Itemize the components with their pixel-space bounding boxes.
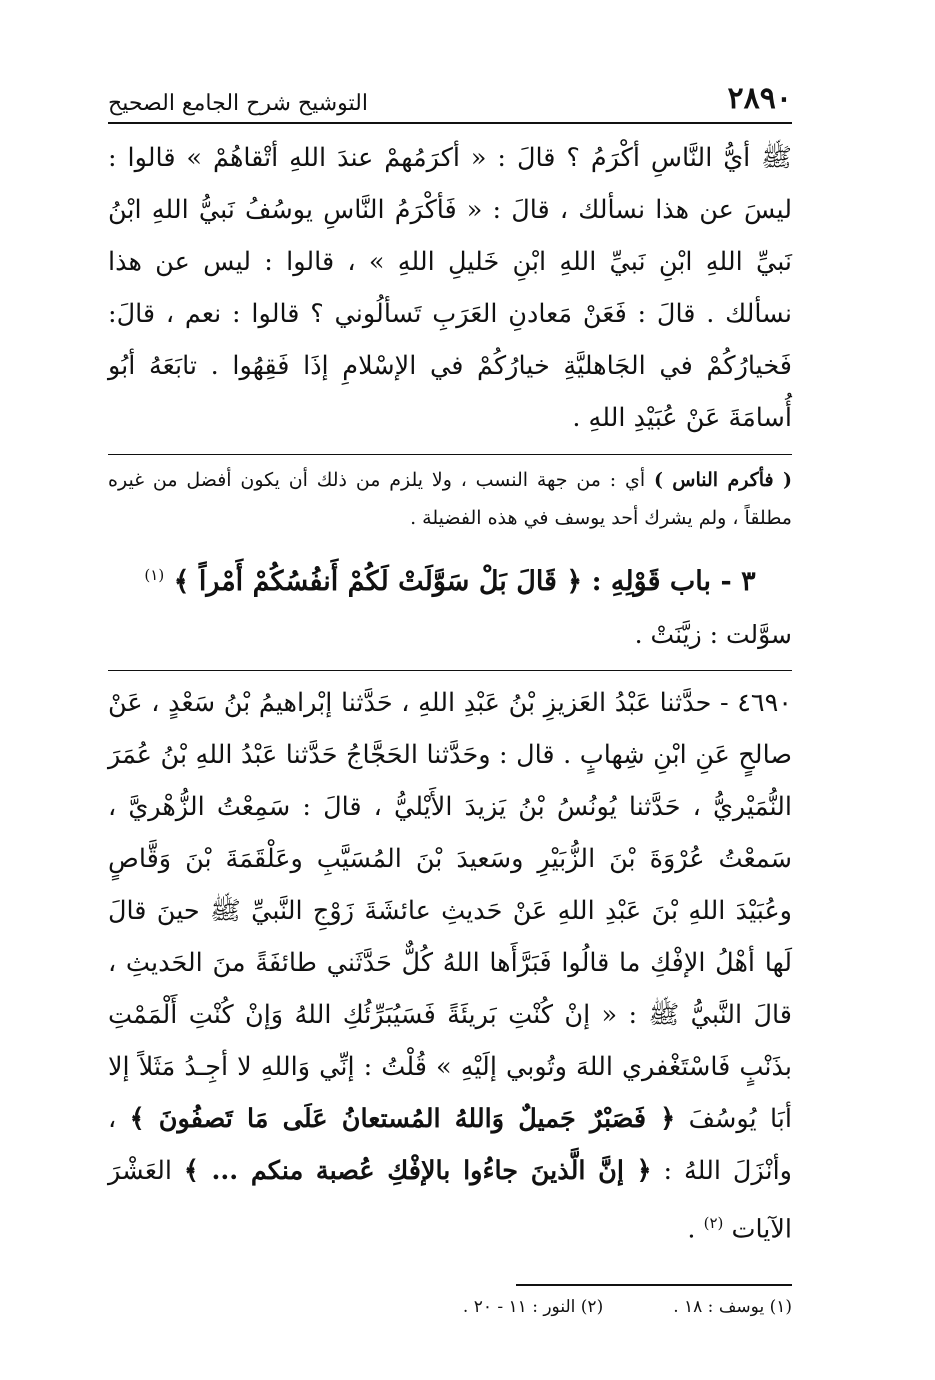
footnote-1: (١) يوسف : ١٨ . (673, 1296, 792, 1317)
footnote-2: (٢) النور : ١١ - ٢٠ . (462, 1296, 604, 1317)
quran-verse-yusuf: ﴿ فَصَبْرٌ جَميلٌ وَاللهُ المُستعانُ عَلَى مَا تَصفُونَ ﴾ (129, 1104, 676, 1134)
hadith-separator (108, 670, 792, 671)
chapter-gloss: سوَّلت : زيَّنَتْ . (634, 620, 792, 649)
hadith-text-part3: العَشْرَ الآيات (108, 1156, 792, 1245)
page-header (108, 72, 792, 116)
footnote-ref-1: (١) (144, 566, 165, 584)
hadith-text-part2: ، وأنْزَلَ اللهُ : (108, 1104, 792, 1186)
hadith-text-part1: ٤٦٩٠ - حدَّثنا عَبْدُ العَزيزِ بْنُ عَبْدِ اللهِ ، حَدَّثنا إبْراهيمُ بْنُ سَعْدٍ ، عَنْ صالحٍ عَنِ ابْنِ شِهابٍ . قال : وحَدَّثنا الحَجَّاجُ حَدَّثنا عَبْدُ اللهِ بْنُ عُمَرَ النُّمَيْريُّ ، حَدَّثنا يُونُسُ بْنُ يَزيدَ الأَيْليُّ ، قالَ : سَمِعْتُ الزُّهْريَّ ، سَمعْتُ عُرْوَةَ بْنَ الزُّبَيْرِ وسَعيدَ بْنَ المُسَيَّبِ وعَلْقَمَةَ بْنَ وَقَّاصٍ وعُبَيْدَ اللهِ بْنَ عَبْدِ اللهِ عَنْ حَديثِ عائشَةَ زَوْجِ النَّبيِّ ﷺ حينَ قالَ لَها أهْلُ الإفْكِ ما قالُوا فَبَرَّأَها اللهُ كُلٌّ حَدَّثَني طائفَةً منَ الحَديثِ ، قالَ النَّبيُّ ﷺ : « إنْ كُنْتِ بَريئَةً فَسَيُبَرِّئُكِ اللهُ وَإنْ كُنْتِ أَلْمَمْتِ بذَنْبٍ فَاسْتَغْفري اللهَ وتُوبي إلَيْهِ » قُلْتُ : إنِّي وَاللهِ لا أجِـدُ مَثَلاً إلا أبَا يُوسُفَ (108, 688, 792, 1134)
header-rule (108, 122, 792, 124)
footnote-ref-2: (٢) (703, 1214, 724, 1232)
commentary-term: ( فأكرم الناس ) (653, 469, 792, 491)
hadith-tail-text: ﷺ أيُّ النَّاسِ أكْرَمُ ؟ قالَ : « أكرَمُهمْ عندَ اللهِ أتْقاهُمْ » قالوا : ليسَ عن هذا نسألك ، قالَ : « فَأكْرَمُ النَّاسِ يوسُفُ نَبيُّ اللهِ ابْنُ نَبيِّ اللهِ ابْنِ نَبيِّ اللهِ ابْنِ خَليلِ اللهِ » ، قالوا : ليس عن هذا نسألك . قالَ : فَعَنْ مَعادنِ العَرَبِ تَسألُوني ؟ قالوا : نعم ، قالَ: فَخيارُكُمْ في الجَاهليَّةِ خيارُكُمْ في الإسْلامِ إذَا فَقِهُوا . تابَعَهُ أبُو أُسامَةَ عَنْ عُبَيْدِ اللهِ . (108, 143, 792, 433)
commentary-separator (108, 454, 792, 455)
chapter-title: ٣ - باب قَوْلِهِ : ﴿ قَالَ بَلْ سَوَّلَتْ لَكُمْ أَنفُسُكُمْ أَمْراً ﴾ (173, 566, 756, 597)
footnotes (108, 1292, 792, 1322)
hadith-4690 (108, 677, 792, 1256)
running-title: التوشيح شرح الجامع الصحيح (108, 91, 368, 116)
hadith-end: . (687, 1214, 704, 1245)
commentary (108, 461, 792, 537)
footnote-rule (516, 1284, 792, 1286)
page-number: ٢٨٩٠ (727, 81, 792, 116)
commentary-text: أي : من جهة النسب ، ولا يلزم من ذلك أن يكون أفضل من غيره مطلقاً ، ولم يشرك أحد يوسف في هذه الفضيلة . (108, 469, 792, 529)
book-page (108, 72, 792, 1322)
quran-verse-nur: ﴿ إنَّ الَّذينَ جاءُوا بالإفْكِ عُصبة منكم ... ﴾ (183, 1156, 652, 1186)
chapter-heading (108, 551, 792, 606)
